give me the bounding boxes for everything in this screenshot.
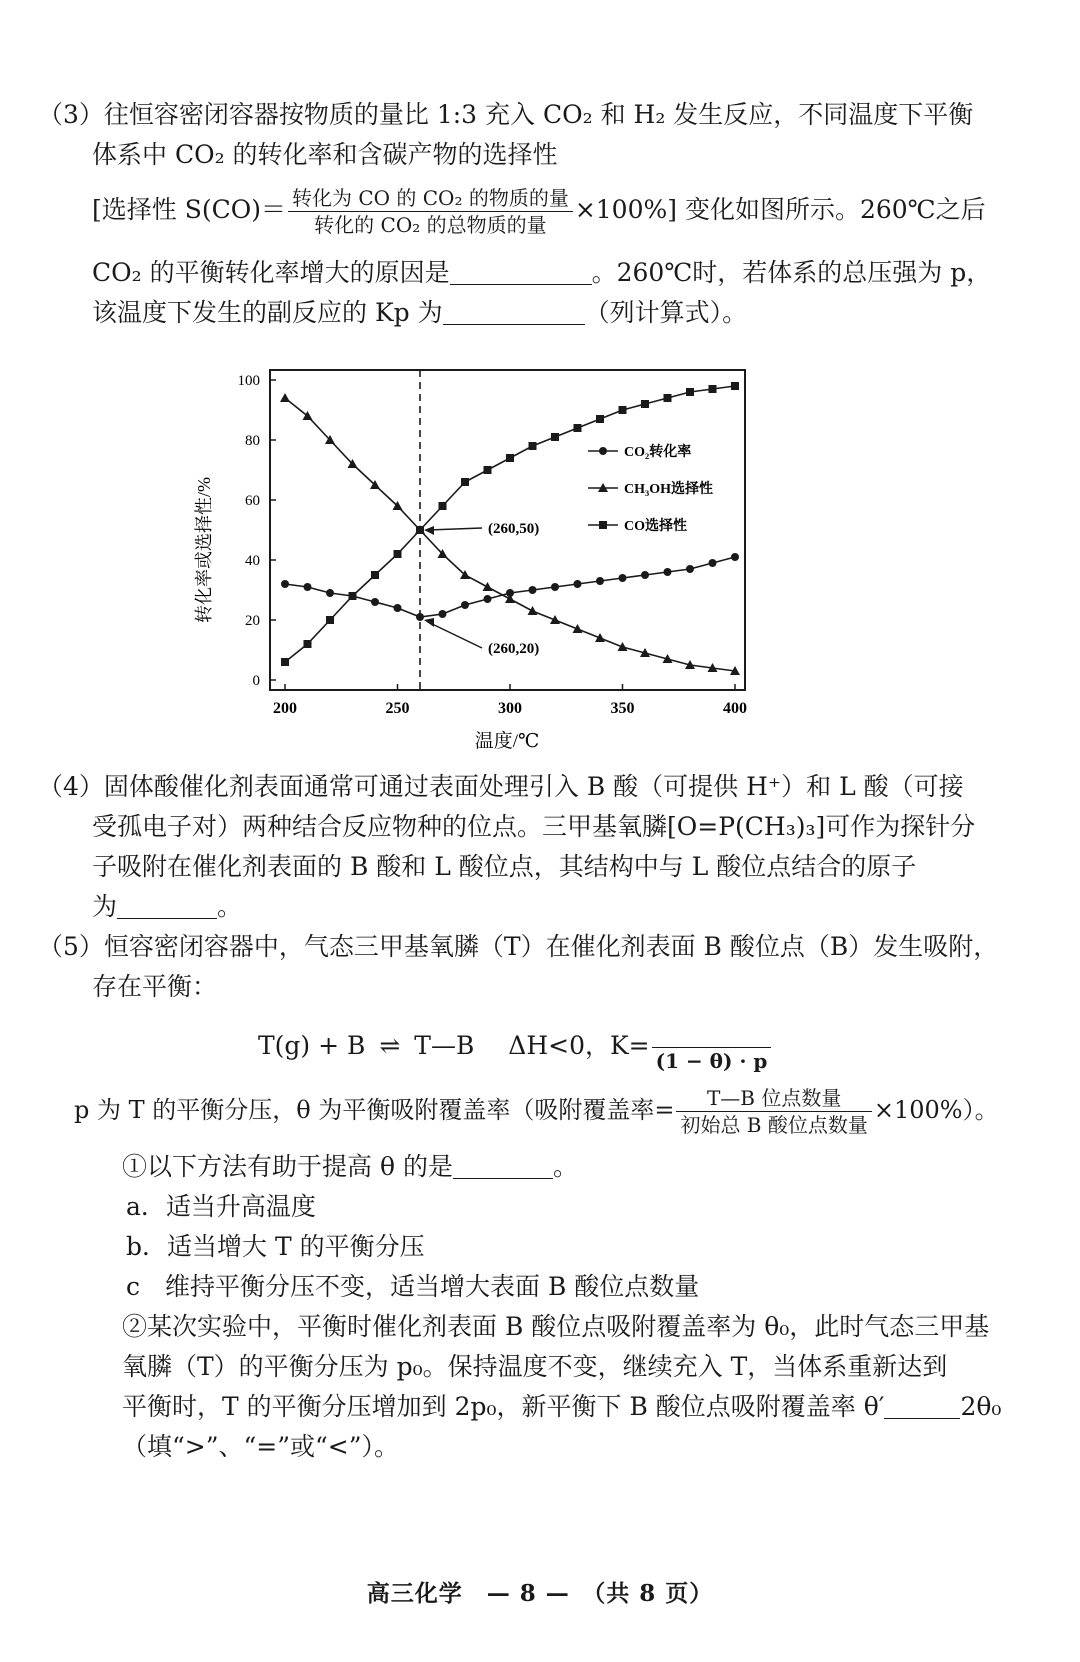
y-tick-label: 40 [245,553,260,569]
q4-line4 [92,890,242,924]
data-point-circle [709,559,717,567]
data-point-circle [416,613,424,621]
chart-x-axis-label: 温度/℃ [474,731,540,752]
q3-answer-blank-1[interactable] [450,260,592,285]
data-point-circle [529,586,537,594]
data-point-circle [394,604,402,612]
annotation-label: (260,20) [488,641,540,657]
q3-line5 [92,296,747,330]
data-point-triangle [528,606,538,615]
q3-sel-denominator: 转化的 CO₂ 的总物质的量 [314,213,547,237]
data-point-square [394,550,402,558]
data-point-circle [371,598,379,606]
data-point-circle [641,571,649,579]
data-point-square [596,415,604,423]
chart-annotations [424,521,539,657]
q4-line4-text-b: 。 [217,892,243,921]
q3-sel-fraction [288,185,573,238]
data-point-circle [326,589,334,597]
q3-answer-blank-2[interactable] [443,300,585,325]
q5-option-c: c 维持平衡分压不变，适当增大表面 B 酸位点数量 [126,1272,700,1301]
legend-marker-circle [599,447,607,455]
data-point-square [664,394,672,402]
legend-label: CO₂转化率 [624,445,692,460]
q3-sel-prefix: [选择性 S(CO)＝ [92,195,286,224]
q5-line1: （5）恒容密闭容器中，气态三甲基氧膦（T）在催化剂表面 B 酸位点（B）发生吸附， [38,932,999,961]
annotation-arrow [428,528,482,530]
q5-eq-left: T(g) + B [258,1031,366,1060]
data-point-circle [551,583,559,591]
q5-sub2-line3-text-b: 2θ₀ [960,1392,1002,1421]
data-point-triangle [505,594,515,603]
q5-eq-right: T—B [414,1031,475,1060]
q5-sub2-line3-text: 平衡时，T 的平衡分压增加到 2p₀，新平衡下 B 酸位点吸附覆盖率 θ′ [122,1392,885,1421]
q5-def-text: p 为 T 的平衡分压，θ 为平衡吸附覆盖率（吸附覆盖率= [74,1096,675,1124]
x-tick-label: 250 [385,700,410,717]
annotation-arrow [428,622,482,648]
q5-equilibrium-equation [258,1018,773,1074]
data-point-circle [484,595,492,603]
q5-sub1 [122,1150,578,1184]
q5-sub2-answer-blank[interactable] [884,1394,960,1419]
chart-legend [588,443,713,534]
annotation-arrowhead [424,618,434,627]
q5-sub1-text: ①以下方法有助于提高 θ 的是 [122,1152,453,1181]
data-point-triangle [618,642,628,651]
x-tick-label: 400 [723,700,747,717]
q4-line3: 子吸附在催化剂表面的 B 酸和 L 酸位点，其结构中与 L 酸位点结合的原子 [92,852,917,881]
data-point-circle [439,610,447,618]
data-point-square [439,502,447,510]
data-point-square [349,592,357,600]
data-point-triangle [280,393,290,402]
q5-sub1-answer-blank[interactable] [453,1154,553,1179]
data-point-circle [664,568,672,576]
data-point-square [641,400,649,408]
q5-eq-k-fraction [652,1021,772,1074]
q5-eq-delta-h: ΔH<0，K= [508,1031,650,1060]
data-point-square [281,658,289,666]
data-point-circle [281,580,289,588]
q5-option-a: a．适当升高温度 [126,1192,316,1221]
data-point-circle [304,583,312,591]
data-point-square [461,478,469,486]
data-point-square [416,526,424,534]
y-tick-label: 60 [245,493,260,509]
data-point-square [326,616,334,624]
x-tick-label: 200 [273,700,297,717]
data-point-square [506,454,514,462]
data-point-circle [574,580,582,588]
data-point-triangle [573,624,583,633]
data-point-square [529,442,537,450]
q5-definition [74,1082,999,1138]
data-point-square [304,640,312,648]
chart-conversion-selectivity [180,355,780,760]
data-point-square [619,406,627,414]
q3-line5-text-b: （列计算式）。 [584,298,748,327]
data-point-circle [731,553,739,561]
q5-def-denominator: 初始总 B 酸位点数量 [680,1113,868,1137]
data-point-square [551,433,559,441]
page-footer: 高三化学 — 8 — （共 8 页） [366,1580,714,1607]
q3-sel-numerator: 转化为 CO 的 CO₂ 的物质的量 [288,185,573,212]
q5-def-text-b: ×100%）。 [873,1096,999,1124]
data-point-square [731,382,739,390]
q5-line2: 存在平衡： [92,972,218,1001]
y-tick-label: 100 [237,373,260,389]
data-point-square [371,571,379,579]
data-point-circle [619,574,627,582]
q3-sel-suffix: ×100%] 变化如图所示。260℃之后 [574,195,986,224]
chart-x-ticks [273,684,747,717]
annotation-arrowhead [424,526,434,535]
data-point-circle [596,577,604,585]
annotation-label: (260,50) [488,521,540,537]
q4-line4-text: 为 [92,892,118,921]
series-line-circle [285,557,735,617]
q3-line2: 体系中 CO₂ 的转化率和含碳产物的选择性 [92,140,558,169]
q5-sub2-line1: ②某次实验中，平衡时催化剂表面 B 酸位点吸附覆盖率为 θ₀，此时气态三甲基 [122,1312,990,1341]
data-point-square [574,424,582,432]
q5-eq-k-denominator: (1 − θ) · p [655,1049,768,1073]
data-point-circle [461,601,469,609]
legend-marker-square [599,521,607,529]
data-point-circle [686,565,694,573]
data-point-triangle [550,615,560,624]
q5-def-numerator: T—B 位点数量 [676,1085,871,1112]
data-point-triangle [595,633,605,642]
legend-label: CH₃OH选择性 [624,482,713,497]
q5-sub2-line3 [122,1390,1001,1424]
q3-line4-text: CO₂ 的平衡转化率增大的原因是 [92,258,450,287]
y-tick-label: 80 [245,433,260,449]
q4-line2: 受孤电子对）两种结合反应物种的位点。三甲基氧膦[O=P(CH₃)₃]可作为探针分 [92,812,976,841]
y-tick-label: 20 [245,613,260,629]
q5-sub2-line2: 氧膦（T）的平衡分压为 p₀。保持温度不变，继续充入 T，当体系重新达到 [122,1352,948,1381]
q4-line1: （4）固体酸催化剂表面通常可通过表面处理引入 B 酸（可提供 H⁺）和 L 酸（可接 [38,772,964,801]
q4-answer-blank[interactable] [117,894,217,919]
q5-sub2-line4: （填“>”、“=”或“<”）。 [122,1432,400,1461]
data-point-square [686,388,694,396]
x-tick-label: 350 [610,700,635,717]
data-point-square [709,385,717,393]
q3-line4 [92,256,991,290]
q3-selectivity-definition [92,180,986,240]
series-circle [281,553,739,621]
q3-line5-text: 该温度下发生的副反应的 Kp 为 [92,298,443,327]
data-point-square [484,466,492,474]
data-point-triangle [483,582,493,591]
y-tick-label: 0 [252,673,260,689]
chart-y-axis-label: 转化率或选择性/% [194,477,214,623]
x-tick-label: 300 [498,700,522,717]
q5-option-b: b．适当增大 T 的平衡分压 [126,1232,425,1261]
q5-eq-arrow: ⇌ [379,1031,401,1060]
legend-label: CO选择性 [624,519,687,534]
q3-line1: （3）往恒容密闭容器按物质的量比 1:3 充入 CO₂ 和 H₂ 发生反应，不同温度下平衡 [38,100,974,129]
q5-sub1-text-b: 。 [552,1152,578,1181]
q3-line4-text-b: 。260℃时，若体系的总压强为 p， [591,258,992,287]
q5-eq-k-numerator [652,1021,772,1048]
q5-def-fraction [676,1085,871,1138]
